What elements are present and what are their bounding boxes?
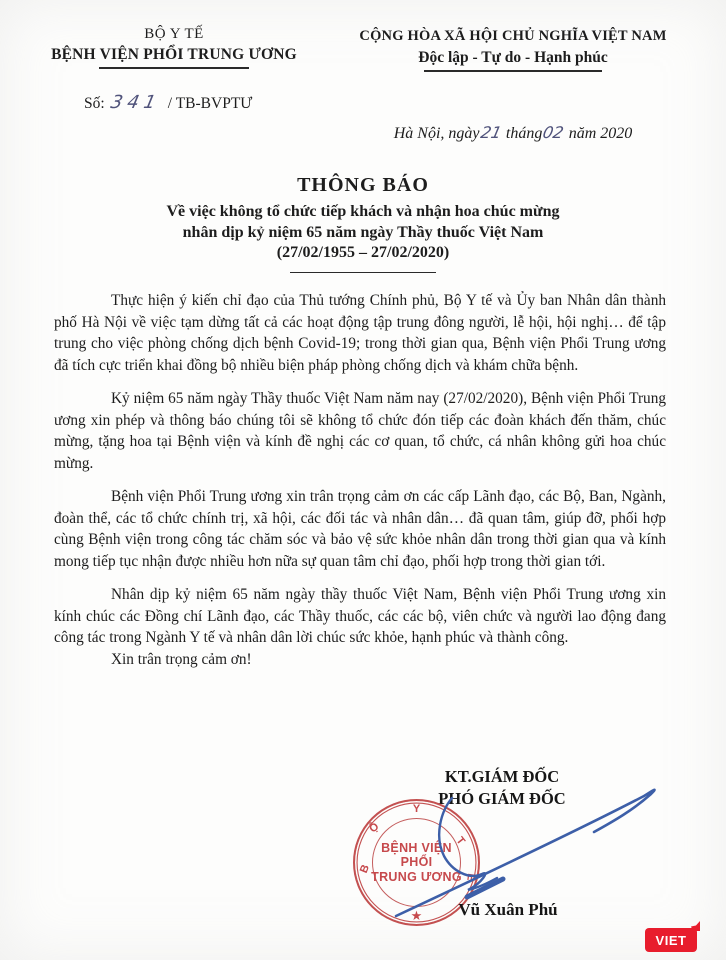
- notice-subtitle-3: (27/02/1955 – 27/02/2020): [276, 244, 450, 261]
- place-date-line: [332, 123, 694, 143]
- body-paragraph: Bệnh viện Phổi Trung ương xin trân trọng cảm ơn các cấp Lãnh đạo, các Bộ, Ban, Ngành, đoàn thể, các tổ chức chính trị, xã hội, các đối tác và nhân dân… đã quan tâm, giúp đỡ, phối hợp cùng Bệnh viện trong công tác chăm sóc và bảo vệ sức khỏe nhân dân trong thời gian qua và kính mong tiếp tục nhận được nhiều hơn nữa sự quan tâm chỉ đạo, phối hợp trong thời gian tới.: [54, 488, 666, 570]
- notice-subtitle-2: nhân dịp kỷ niệm 65 năm ngày Thầy thuốc Việt Nam: [182, 223, 544, 241]
- document-number-suffix: / TB-BVPTƯ: [167, 95, 253, 112]
- national-motto-block: [332, 28, 694, 72]
- stamp-ring-letter: Ộ: [367, 820, 382, 836]
- hospital-name: BỆNH VIỆN PHỔI TRUNG ƯƠNG: [51, 46, 297, 63]
- stamp-ring-letter: Ế: [463, 872, 477, 882]
- body-paragraph: Nhân dịp kỷ niệm 65 năm ngày thầy thuốc Việt Nam, Bệnh viện Phổi Trung ương xin kính chúc các Đồng chí Lãnh đạo, các Thầy thuốc, các các bộ, viên chức và người lao động đang công tác trong Ngành Y tế và nhân dân lời chúc sức khỏe, hạnh phúc và thành công.: [54, 586, 666, 646]
- ministry-name: BỘ Y TẾ: [144, 26, 204, 42]
- star-icon: ★: [410, 908, 423, 923]
- closing-line: Xin trân trọng cảm ơn!: [111, 650, 252, 668]
- body-paragraph: Kỷ niệm 65 năm ngày Thầy thuốc Việt Nam năm nay (27/02/2020), Bệnh viện Phổi Trung ương xin phép và thông báo chúng tôi sẽ không tổ chức đón tiếp các đoàn khách đến thăm, chúc mừng, tặng hoa tại Bệnh viện và kính đề nghị các cơ quan, tổ chức, cá nhân không gửi hoa chúc mừng.: [54, 390, 666, 472]
- viet-logo-flag-icon: [691, 921, 700, 931]
- hospital-name-underline: [99, 67, 249, 69]
- signature-title-line2: PHÓ GIÁM ĐỐC: [438, 789, 566, 808]
- document-number-label: Số:: [84, 95, 105, 112]
- date-suffix: năm 2020: [568, 125, 633, 142]
- stamp-ring-letter: Y: [412, 803, 421, 815]
- national-motto: Độc lập - Tự do - Hạnh phúc: [418, 49, 608, 66]
- document-number-line: [84, 92, 252, 113]
- title-block: [0, 174, 726, 273]
- stamp-text-line3: TRUNG ƯƠNG: [371, 869, 462, 884]
- date-day-handwritten: 21: [478, 123, 503, 142]
- stamp-ring-letter: T: [453, 834, 468, 848]
- viet-logo-label: VIET: [655, 932, 687, 948]
- national-title: CỘNG HÒA XÃ HỘI CHỦ NGHĨA VIỆT NAM: [359, 28, 667, 44]
- stamp-text-line2: PHỔI: [400, 855, 433, 870]
- document-body: [54, 290, 666, 670]
- date-prefix: Hà Nội, ngày: [393, 125, 480, 142]
- stamp-ring-letter: B: [357, 863, 373, 875]
- date-month-word: tháng: [505, 125, 543, 142]
- date-month-handwritten: 02: [541, 123, 566, 142]
- body-paragraph: Thực hiện ý kiến chỉ đạo của Thủ tướng Chính phủ, Bộ Y tế và Ủy ban Nhân dân thành phố Hà Nội về việc tạm dừng tất cả các hoạt động tập trung đông người, lễ hội, hội nghị… để tập trung cho việc phòng chống dịch bệnh Covid-19; trong thời gian qua, Bệnh viện Phổi Trung ương đã tích cực triển khai đồng bộ nhiều biện pháp phòng chống dịch và khám chữa bệnh.: [54, 292, 666, 374]
- signature-title-line1: KT.GIÁM ĐỐC: [444, 767, 560, 786]
- notice-subtitle-1: Về việc không tổ chức tiếp khách và nhận hoa chúc mừng: [166, 203, 560, 220]
- signer-name: Vũ Xuân Phú: [458, 900, 558, 919]
- stamp-text-line1: BỆNH VIỆN: [381, 840, 452, 855]
- document-number-handwritten: 341: [108, 92, 163, 113]
- notice-title: THÔNG BÁO: [297, 174, 429, 196]
- issuing-agency-block: [38, 26, 310, 69]
- national-motto-underline: [424, 70, 602, 72]
- viet-watermark-logo: [645, 928, 697, 952]
- title-divider: [290, 272, 436, 274]
